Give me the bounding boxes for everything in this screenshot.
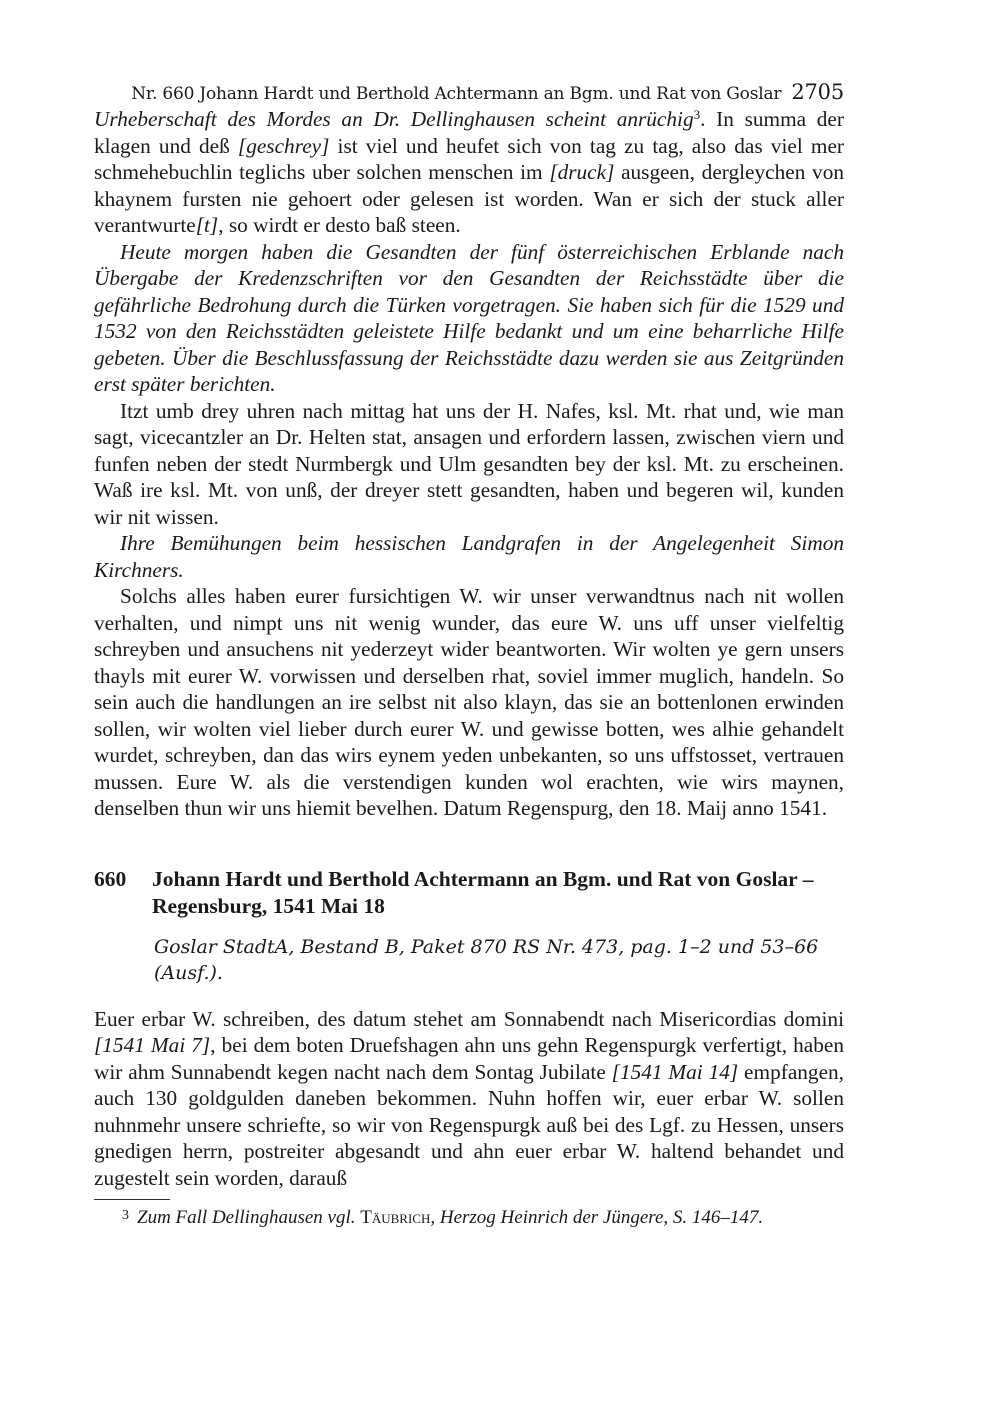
text-run: empfangen, auch 130 goldgulden daneben bekommen. Nuhn hoffen wir, euer erbar W. sollen nuhnmehr unsere schriefte, so wir von Regenspurgk auß bei des Lgf. zu Hessen, unsers gnedigen herrn, postreiter abgesandt und ahn euer erbar W. haltend behandet und zugestelt sein worden, darauß (94, 1059, 844, 1190)
document-text (94, 1006, 844, 1192)
editorial-summary: Urheberschaft des Mordes an Dr. Dellinghausen scheint anrüchig (94, 107, 694, 131)
footnote (94, 1203, 844, 1231)
footnote-author: Täubrich (360, 1207, 431, 1228)
footnote-reference: 3 (693, 107, 701, 122)
editorial-insertion: [1541 Mai 14] (611, 1059, 739, 1084)
footnote-text: Zum Fall Dellinghausen vgl. (137, 1207, 361, 1228)
paragraph (94, 1006, 844, 1192)
editorial-insertion: [geschrey] (237, 133, 330, 158)
text-run: Euer erbar W. schreiben, des datum stehet am Sonnabendt nach Misericordias domini (94, 1006, 844, 1031)
paragraph (94, 106, 844, 239)
document-number: 660 (94, 866, 127, 891)
text-run: . In summa der klagen und deß (94, 107, 844, 158)
paragraph: Itzt umb drey uhren nach mittag hat uns der H. Nafes, ksl. Mt. rhat und, wie man sagt, vicecantzler an Dr. Helten stat, ansagen und erfordern lassen, zwischen viern und funfen neben der stedt Nurmbergk und Ulm gesandten bey der ksl. Mt. zu erscheinen. Waß ire ksl. Mt. von unß, der dreyer stett gesandten, haben und begeren wil, kunden wir nit wissen. (94, 398, 844, 529)
footnote-rule (94, 1199, 170, 1200)
editorial-insertion: [t] (195, 213, 219, 237)
source-citation: Goslar StadtA, Bestand B, Paket 870 RS Nr. 473, pag. 1–2 und 53–66 (Ausf.). (154, 935, 819, 984)
document-heading (94, 866, 844, 920)
paragraph: Solchs alles haben eurer fursichtigen W. wir unser verwandtnus nach nit wollen verhalten, und nimpt uns nit wenig wunder, das eure W. uns uff unser vielfeltig schreyben und ansuchens nit yederzeyt wider beantworten. Wir wolten ye gern unsers thayls mit eurer W. vorwissen und derselben rhat, soviel immer muglich, handeln. So sein auch die handlungen an ire selbst nit also klayn, das sie an bottenlonen erwinden sollen, wir wolten viel lieber durch eurer W. und gewisse botten, wes alhie gehandelt wurdet, schreyben, dan das wirs eynem yeden unbekanten, so uns uffstosset, vertrauen mussen. Eure W. als die verstendigen kunden wol erachten, wie wirs maynen, denselben thun wir uns hiemit bevelhen. Datum Regenspurg, den 18. Maij anno 1541. (94, 584, 844, 820)
continued-letter-text (94, 106, 844, 822)
text-run: , so wirdt er desto baß steen. (218, 213, 461, 237)
page-number: 2705 (791, 80, 844, 104)
footnote-marker: 3 (122, 1208, 129, 1223)
page (94, 78, 844, 1231)
document-title: Johann Hardt und Berthold Achtermann an Bgm. und Rat von Goslar – Regensburg, 1541 Mai 18 (152, 866, 814, 918)
text-run: , bei dem boten Druefshagen ahn uns gehn Regenspurgk verfertigt, haben wir ahm Sunnabendt kegen nacht nach dem Sontag Jubilate (94, 1033, 844, 1084)
text-run: ist viel und heufet sich von tag zu tag, also das viel mer schmehebuchlin teglichs uber solchen menschen im (94, 133, 844, 184)
editorial-insertion: [1541 Mai 7] (94, 1033, 211, 1057)
footnote-text: , Herzog Heinrich der Jüngere, S. 146–147. (430, 1207, 764, 1228)
text-run: ausgeen, dergleychen von khaynem fursten nie gehoert oder gelesen ist worden. Wan er sich der stuck aller verantwurte (94, 160, 844, 237)
running-head-title: Nr. 660 Johann Hardt und Berthold Achtermann an Bgm. und Rat von Goslar (131, 84, 782, 104)
running-head (94, 78, 844, 106)
editorial-summary-paragraph: Ihre Bemühungen beim hessischen Landgrafen in der Angelegenheit Simon Kirchners. (94, 531, 844, 582)
editorial-insertion: [druck] (549, 160, 615, 184)
editorial-summary-paragraph: Heute morgen haben die Gesandten der fünf österreichischen Erblande nach Übergabe der Kredenzschriften vor den Gesandten der Reichsstädte über die gefährliche Bedrohung durch die Türken vorgetragen. Sie haben sich für die 1529 und 1532 von den Reichsstädten geleistete Hilfe bedankt und um eine beharrliche Hilfe gebeten. Über die Beschlussfassung der Reichsstädte dazu werden sie aus Zeitgründen erst später berichten. (94, 239, 844, 396)
